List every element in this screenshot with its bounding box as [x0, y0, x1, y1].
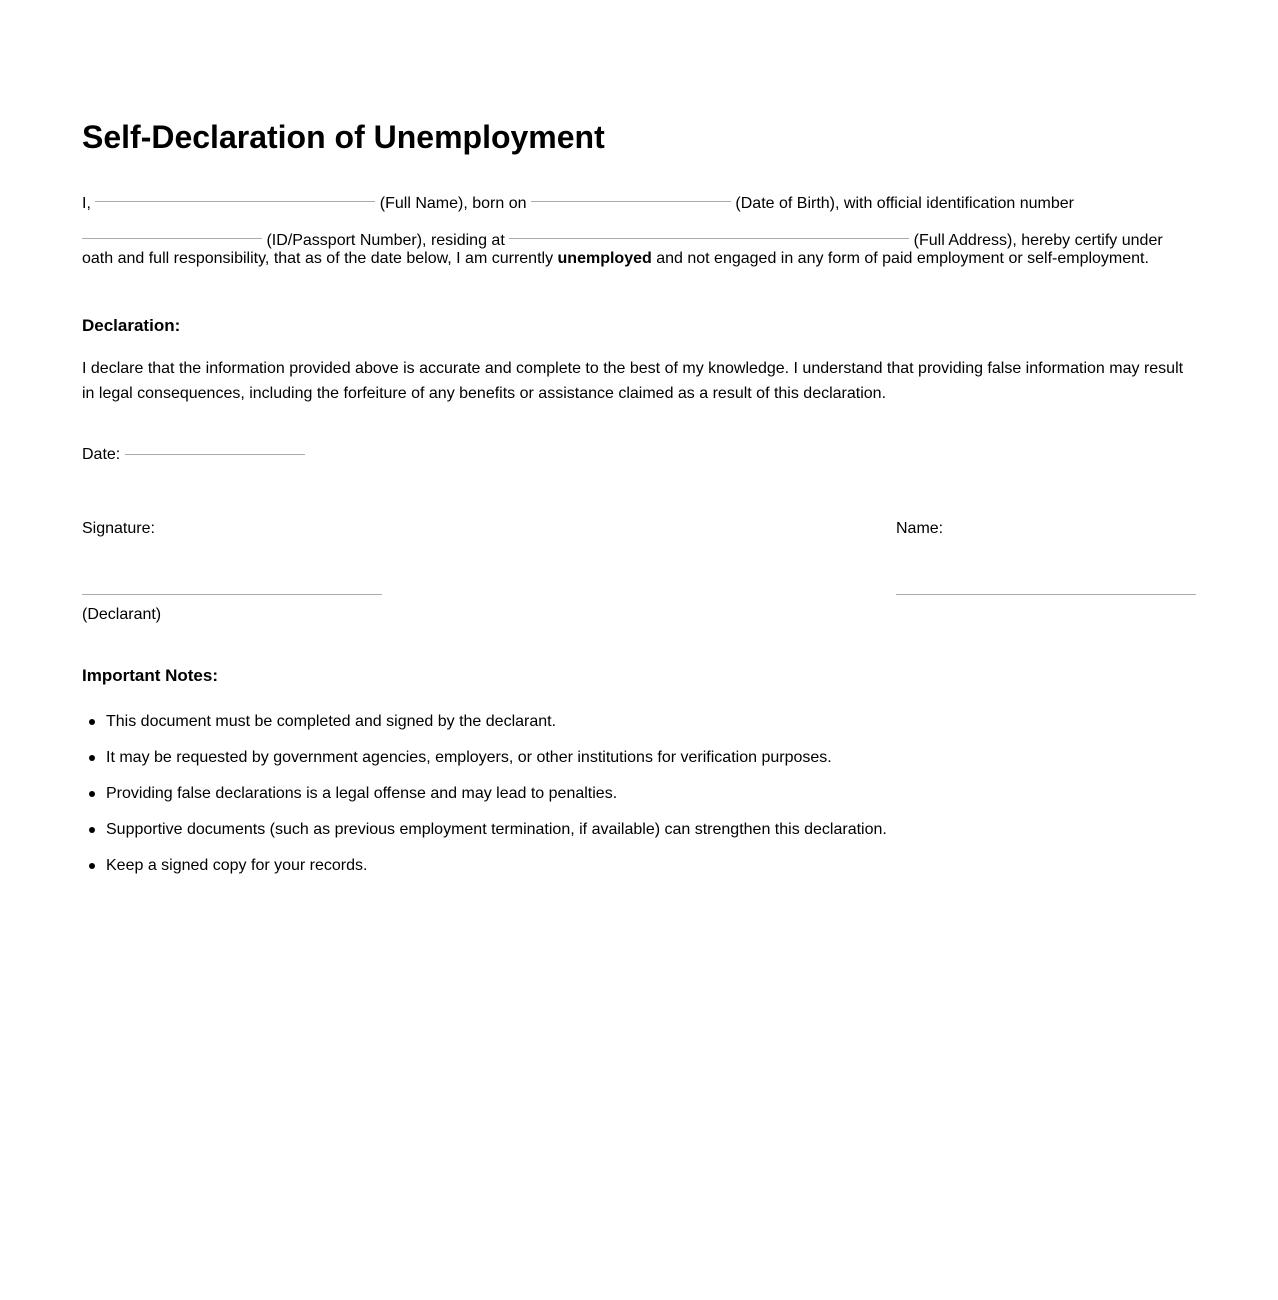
list-item [82, 782, 887, 818]
signature-label: Signature: [82, 520, 155, 537]
note-text: It may be requested by government agencies, employers, or other institutions for verification purposes. [106, 749, 832, 766]
address-blank[interactable] [509, 237, 909, 239]
date-blank[interactable] [125, 453, 305, 455]
intro-statement-end: and not engaged in any form of paid employment or self-employment. [656, 250, 1149, 267]
list-item [82, 854, 887, 890]
date-of-birth-label: (Date of Birth), with official identification number [735, 195, 1074, 212]
intro-statement-start: oath and full responsibility, that as of the date below, I am currently [82, 250, 554, 267]
bullet-icon [89, 755, 95, 761]
date-row [82, 444, 305, 466]
intro-prefix: I, [82, 195, 91, 212]
name-line[interactable] [896, 594, 1196, 595]
list-item [82, 746, 887, 782]
declarant-caption: (Declarant) [82, 606, 162, 623]
list-item [82, 710, 887, 746]
intro-paragraph [82, 190, 1202, 272]
list-item [82, 818, 887, 854]
id-number-blank[interactable] [82, 237, 262, 239]
bullet-icon [89, 791, 95, 797]
date-of-birth-blank[interactable] [531, 200, 731, 202]
bullet-icon [89, 863, 95, 869]
address-label: (Full Address), hereby certify under [913, 232, 1163, 249]
signature-line[interactable] [82, 594, 382, 595]
bullet-icon [89, 719, 95, 725]
name-label: Name: [896, 520, 944, 537]
bullet-icon [89, 827, 95, 833]
unemployed-emphasis: unemployed [557, 250, 652, 267]
page-title: Self-Declaration of Unemployment [82, 119, 605, 155]
full-name-label: (Full Name), born on [379, 195, 527, 212]
notes-heading: Important Notes: [82, 666, 218, 685]
full-name-blank[interactable] [95, 200, 375, 202]
note-text: Providing false declarations is a legal offense and may lead to penalties. [106, 785, 618, 802]
note-text: Supportive documents (such as previous employment termination, if available) can strengthen this declaration. [106, 821, 887, 838]
declaration-heading: Declaration: [82, 316, 181, 335]
date-label: Date: [82, 446, 121, 463]
declaration-text: I declare that the information provided above is accurate and complete to the best of my knowledge. I understand that providing false information may result in legal consequences, including the forfeiture of any benefits or assistance claimed as a result of this declaration. [82, 360, 1184, 402]
note-text: This document must be completed and signed by the declarant. [106, 713, 557, 730]
notes-list [82, 710, 887, 890]
note-text: Keep a signed copy for your records. [106, 857, 368, 874]
id-number-label: (ID/Passport Number), residing at [266, 232, 505, 249]
